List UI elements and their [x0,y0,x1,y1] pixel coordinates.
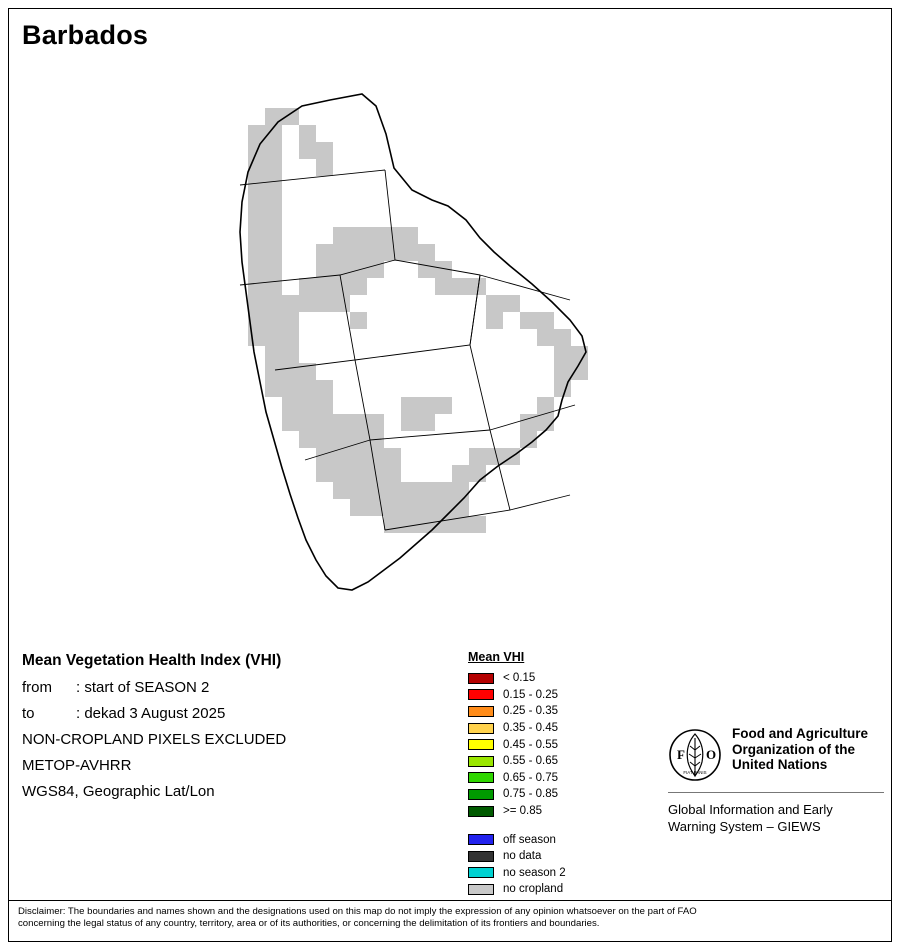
legend-swatch [468,739,494,750]
fao-logo-row [668,726,884,782]
legend-title: Mean VHI [468,650,525,664]
info-heading: Mean Vegetation Health Index (VHI) [22,652,282,669]
fao-branding [668,726,884,835]
page-title: Barbados [22,20,149,50]
legend-label: 0.55 - 0.65 [503,755,558,768]
legend-spacer [468,819,658,831]
info-pixels-note: NON-CROPLAND PIXELS EXCLUDED [22,731,287,748]
fao-org-line3: United Nations [732,757,828,772]
legend-label: no data [503,850,542,863]
map-nocropland-pixels [248,108,588,533]
legend-item [468,736,658,753]
disclaimer-divider [9,900,891,901]
legend-swatch [468,756,494,767]
legend-label: 0.45 - 0.55 [503,738,558,751]
disclaimer-line1: Disclaimer: The boundaries and names shown and the designations used on this map do not imply the expression of any opinion whatsoever on the part of FAO [18,906,697,917]
legend-label: 0.35 - 0.45 [503,722,558,735]
info-from-label: from [22,679,52,696]
legend-swatch [468,851,494,862]
legend-item [468,803,658,820]
legend-label: 0.75 - 0.85 [503,788,558,801]
info-to-label: to [22,705,35,722]
legend-label: 0.25 - 0.35 [503,705,558,718]
legend-label: no season 2 [503,866,566,879]
legend-label: no cropland [503,883,564,896]
legend-label: < 0.15 [503,672,536,685]
info-to-value: : dekad 3 August 2025 [76,705,226,722]
legend-swatch [468,884,494,895]
legend-swatch [468,867,494,878]
legend-label: 0.65 - 0.75 [503,771,558,784]
svg-text:F: F [677,747,685,762]
fao-org-line1: Food and Agriculture [732,726,868,741]
legend-swatch [468,673,494,684]
giews-line2: Warning System – GIEWS [668,819,821,834]
legend-item [468,703,658,720]
svg-text:FIAT PANIS: FIAT PANIS [683,770,707,775]
legend-swatch [468,772,494,783]
fao-logo-icon [668,728,722,782]
legend-swatch [468,706,494,717]
legend-label: off season [503,833,556,846]
legend-item-nodata [468,848,658,865]
legend-swatch [468,789,494,800]
giews-line1: Global Information and Early [668,802,833,817]
legend-label: >= 0.85 [503,805,543,818]
legend-item [468,753,658,770]
legend-item [468,786,658,803]
legend-item-nocropland [468,881,658,898]
info-to-row [22,705,442,722]
info-projection: WGS84, Geographic Lat/Lon [22,783,215,800]
map-info-block [22,652,442,809]
map-legend [468,650,658,898]
legend-swatch [468,689,494,700]
legend-item-offseason [468,831,658,848]
legend-item [468,687,658,704]
disclaimer-line2: concerning the legal status of any country, territory, area or of its authorities, or concerning the delimitation of its frontiers and boundaries. [18,918,600,930]
info-sensor: METOP-AVHRR [22,757,132,774]
info-from-row [22,679,442,696]
legend-item [468,770,658,787]
svg-text:O: O [706,747,717,762]
info-from-value: : start of SEASON 2 [76,679,210,696]
legend-swatch [468,834,494,845]
legend-item [468,720,658,737]
legend-swatch [468,723,494,734]
fao-organization-name [732,726,868,773]
disclaimer [18,906,874,931]
fao-divider [668,792,884,793]
fao-org-line2: Organization of the [732,741,855,757]
legend-item [468,670,658,687]
legend-swatch [468,806,494,817]
map-canvas [180,70,720,610]
legend-label: 0.15 - 0.25 [503,688,558,701]
legend-item-noseason2 [468,865,658,882]
